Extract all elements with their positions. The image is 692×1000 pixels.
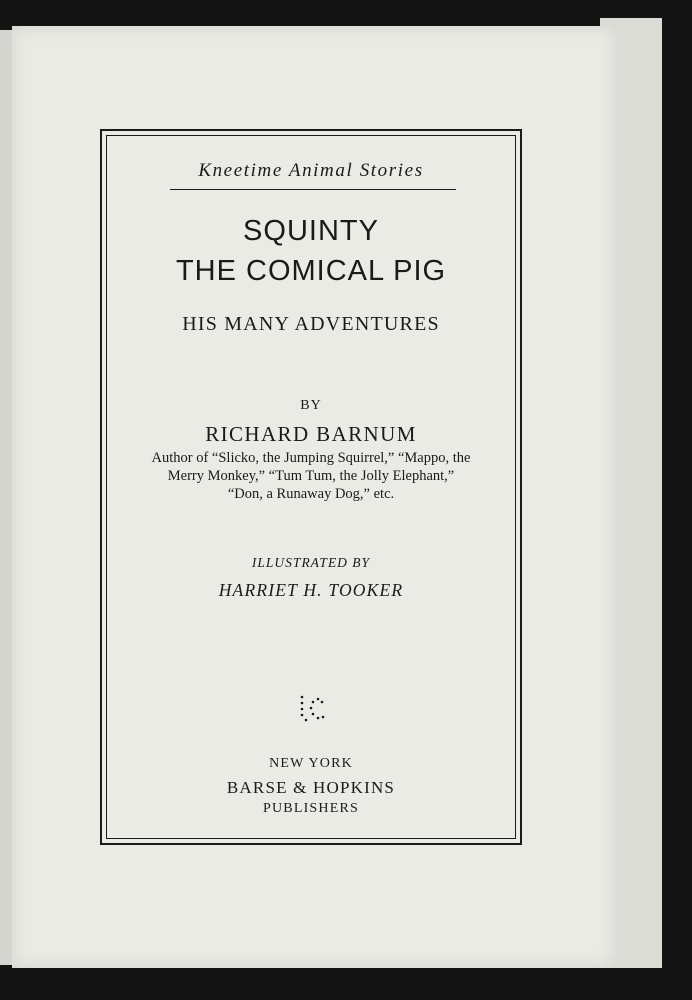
book-subtitle: HIS MANY ADVENTURES xyxy=(182,313,440,335)
title-page xyxy=(12,26,616,968)
page-border-frame xyxy=(100,129,522,845)
publisher-city: NEW YORK xyxy=(269,756,353,771)
author-name: RICHARD BARNUM xyxy=(205,422,417,446)
publisher-name: BARSE & HOPKINS xyxy=(226,778,396,797)
perforated-library-mark-icon xyxy=(296,693,330,727)
publishers-label: PUBLISHERS xyxy=(262,801,360,816)
credits-line: Merry Monkey,” “Tum Tum, the Jolly Elephant,” xyxy=(167,468,455,484)
series-title: Kneetime Animal Stories xyxy=(198,160,424,181)
by-label: BY xyxy=(300,398,322,413)
credits-line: “Don, a Runaway Dog,” etc. xyxy=(227,486,395,502)
illustrated-by-label: ILLUSTRATED BY xyxy=(251,555,371,570)
series-rule xyxy=(170,189,456,190)
book-title-line2: THE COMICAL PIG xyxy=(175,255,447,287)
book-title-line1: SQUINTY xyxy=(243,215,379,247)
author-credits xyxy=(132,449,490,503)
credits-line: Author of “Slicko, the Jumping Squirrel,” “Mappo, the xyxy=(151,450,471,466)
illustrator-name: HARRIET H. TOOKER xyxy=(218,580,404,600)
